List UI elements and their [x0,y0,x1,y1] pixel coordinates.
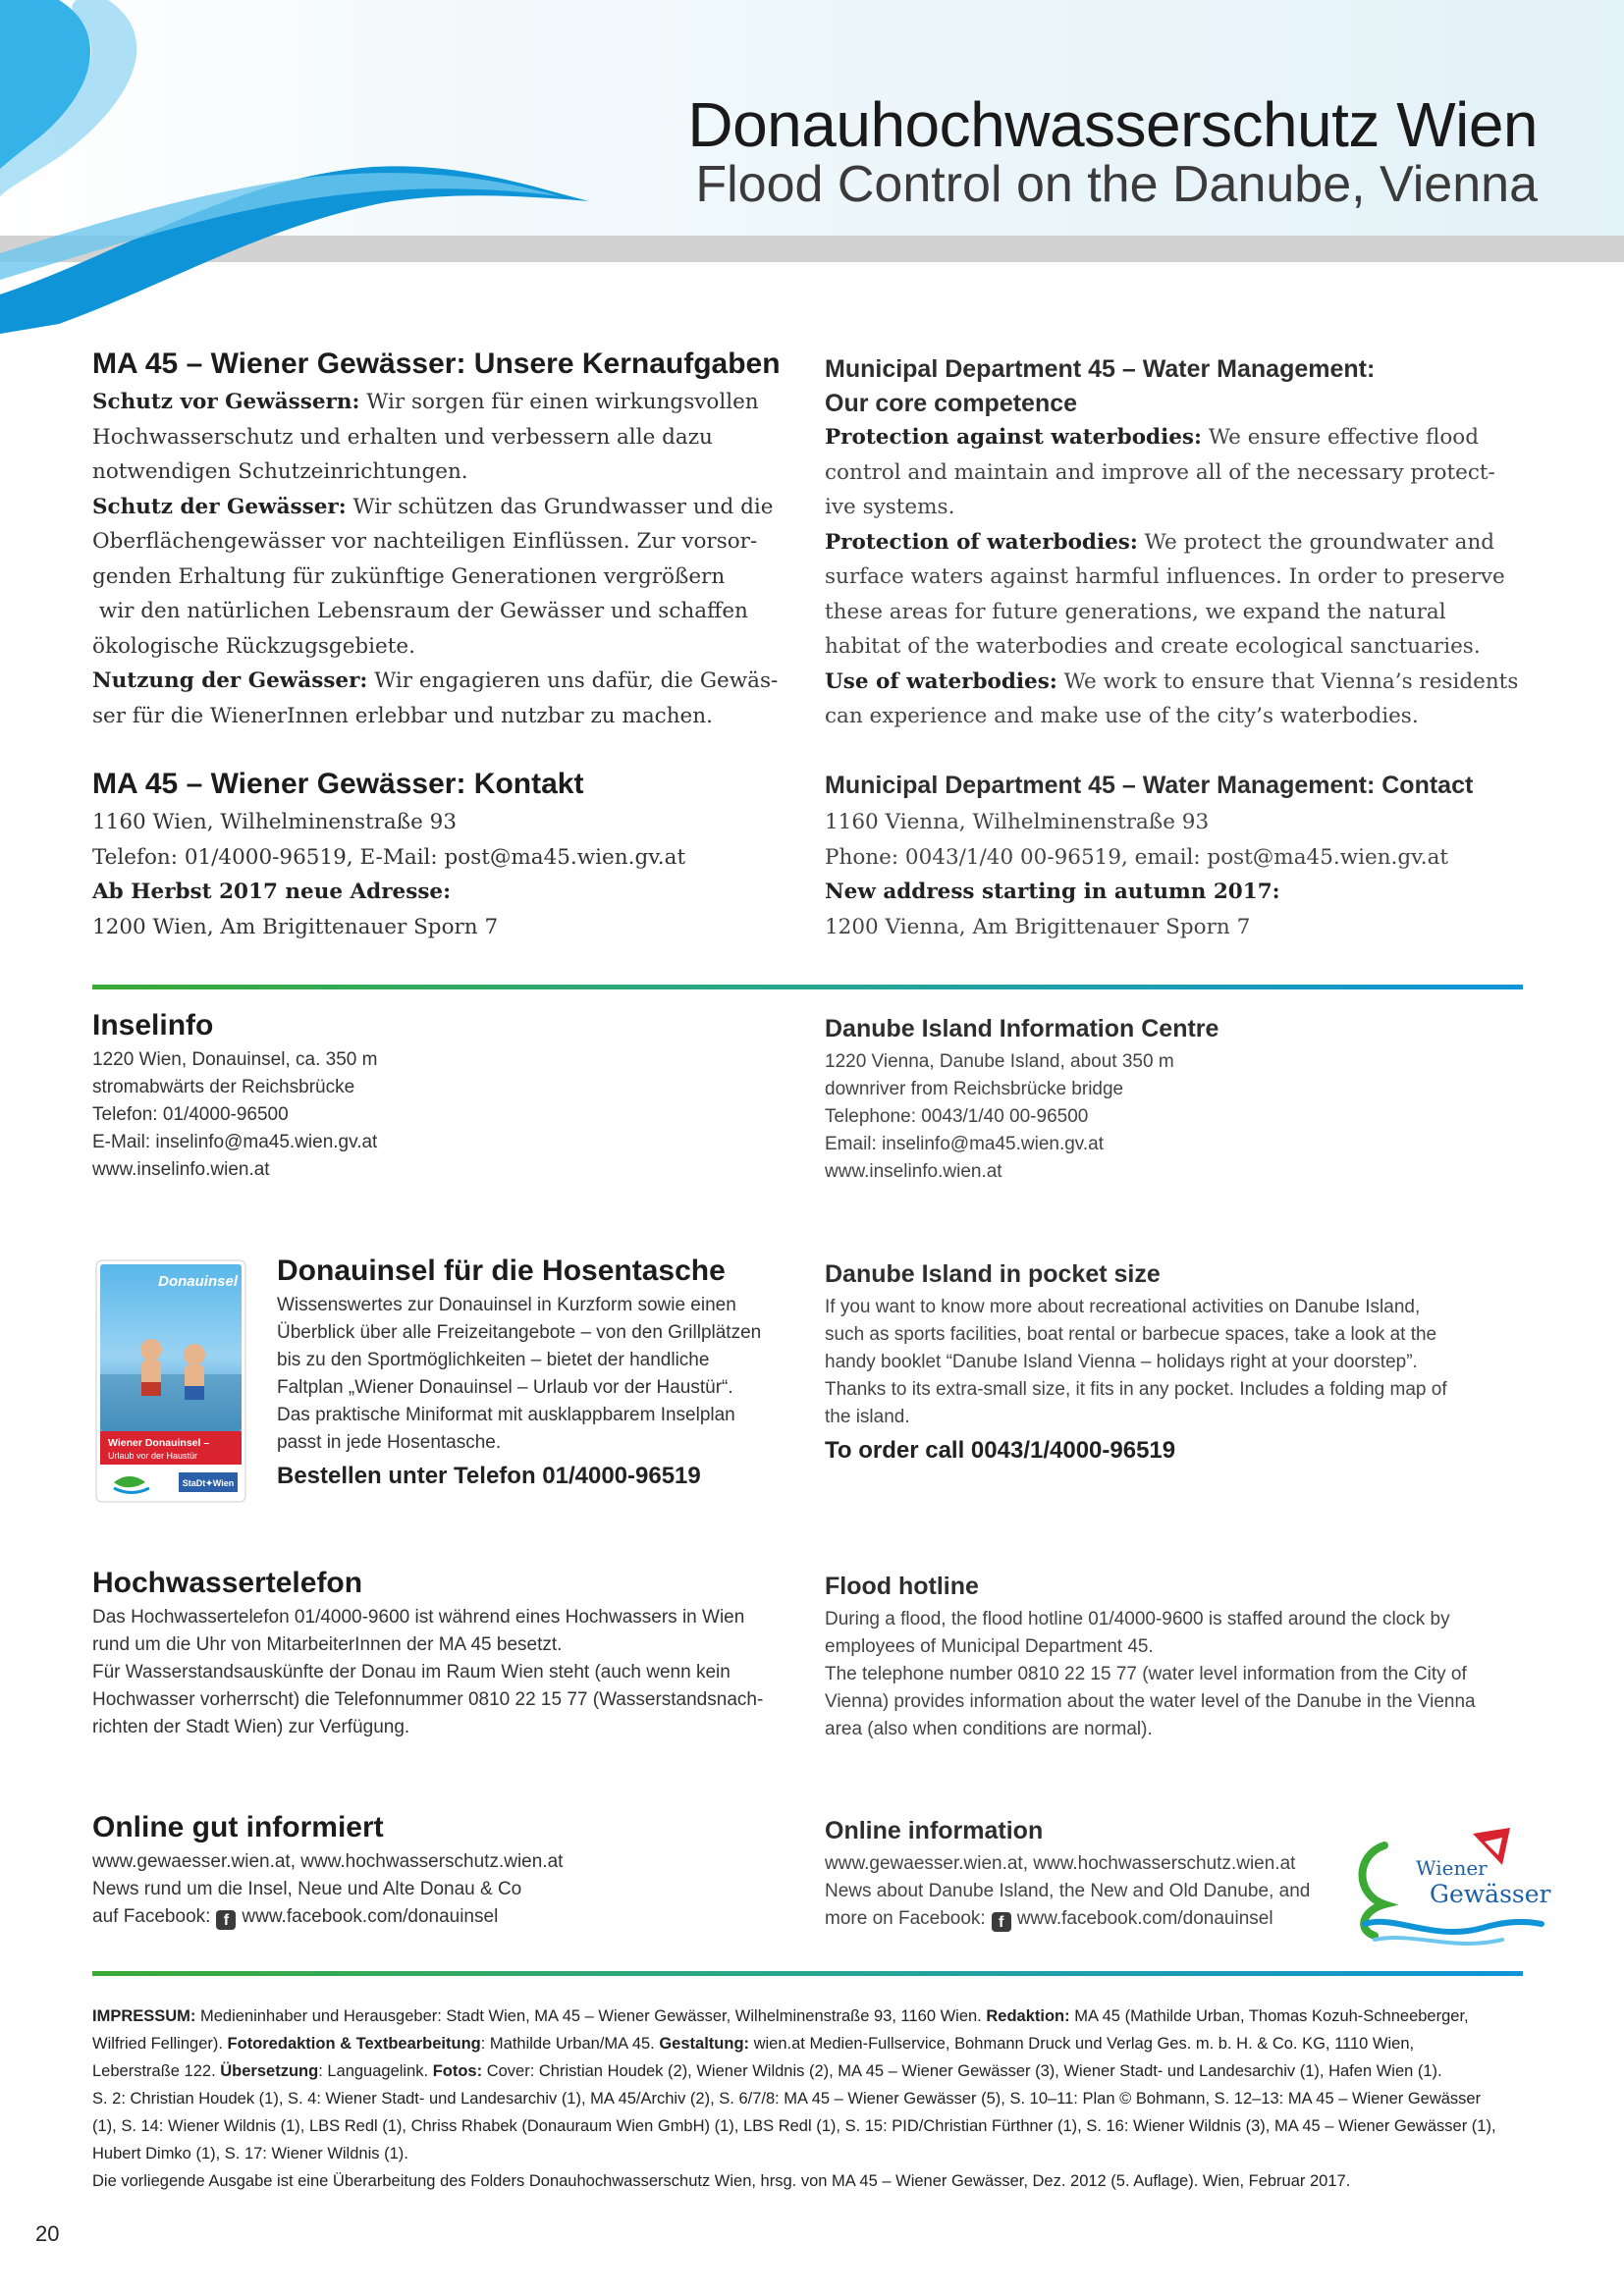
booklet-brand-label: Donauinsel [158,1273,238,1290]
inselinfo-en [825,1011,1532,1186]
inselinfo-de-line: 1220 Wien, Donauinsel, ca. 350 m [92,1049,378,1070]
impressum-line [92,2030,1526,2057]
logo-word-wiener: Wiener [1416,1856,1488,1880]
inselinfo-en-heading: Danube Island Information Centre [825,1015,1219,1042]
contact-en-new-address-label: New address starting in autumn 2017: [825,880,1280,904]
impressum-label: IMPRESSUM: [92,2007,196,2025]
inselinfo-de [92,1007,799,1184]
hotline-de-line: Das Hochwassertelefon 01/4000-9600 ist während eines Hochwassers in Wien [92,1607,745,1628]
tasks-en-p1-line: We ensure effective flood [1201,425,1479,450]
impressum-line [92,2002,1526,2030]
pocket-de [277,1253,807,1490]
online-en [825,1813,1335,1933]
inselinfo-de-line: stromabwärts der Reichsbrücke [92,1077,355,1097]
pocket-de-line: bis zu den Sportmöglichkeiten – bietet der handliche [277,1350,710,1370]
online-de [92,1809,799,1931]
tasks-en-p1-label: Protection against waterbodies: [825,425,1202,450]
tasks-de-p3-label: Nutzung der Gewässer: [92,668,368,693]
logo-word-gewaesser: Gewässer [1430,1880,1551,1908]
hotline-de [92,1565,799,1741]
pocket-de-line: Faltplan „Wiener Donauinsel – Urlaub vor der Haustür“. [277,1377,733,1398]
pocket-en-line: handy booklet “Danube Island Vienna – holidays right at your doorstep”. [825,1352,1418,1372]
contact-de-heading: MA 45 – Wiener Gewässer: Kontakt [92,768,584,800]
hotline-en-line: The telephone number 0810 22 15 77 (water level information from the City of [825,1664,1467,1684]
contact-en-heading: Municipal Department 45 – Water Management: Contact [825,772,1474,799]
tasks-en-body [825,420,1532,734]
inselinfo-en-website[interactable]: www.inselinfo.wien.at [825,1161,1002,1182]
pocket-en-body [825,1294,1532,1431]
section-divider-top [92,985,1523,989]
inselinfo-de-heading: Inselinfo [92,1009,214,1041]
online-de-news: News rund um die Insel, Neue und Alte Donau & Co [92,1879,522,1899]
online-en-facebook-prefix: more on Facebook: [825,1908,986,1929]
tasks-de-body [92,385,799,733]
impressum-text: MA 45 (Mathilde Urban, Thomas Kozuh-Schneeberger, [1069,2007,1469,2025]
impressum-label: Gestaltung: [659,2035,750,2053]
tasks-en-p3-line: We work to ensure that Vienna’s residents [1056,668,1519,694]
hotline-de-heading: Hochwassertelefon [92,1567,363,1599]
impressum-label: Fotos: [432,2062,483,2080]
online-de-facebook-link[interactable]: www.facebook.com/donauinsel [242,1906,499,1927]
impressum [92,2002,1526,2195]
online-de-facebook-prefix: auf Facebook: [92,1906,211,1927]
impressum-line: S. 2: Christian Houdek (1), S. 4: Wiener Stadt- und Landesarchiv (1), MA 45/Archiv (2), S. 6/7/8: MA 45 – Wiener Gewässer (5), S. 10–11: Plan © Bohmann, S. 12–13: MA 45 – Wiener Gewässer [92,2090,1482,2108]
inselinfo-en-line: 1220 Vienna, Danube Island, about 350 m [825,1051,1174,1072]
tasks-de-p1-line: Wir sorgen für einen wirkungsvollen [359,390,759,414]
pocket-de-order-phone: Bestellen unter Telefon 01/4000-96519 [277,1463,701,1489]
hotline-de-body [92,1604,799,1741]
inselinfo-de-email[interactable]: E-Mail: inselinfo@ma45.wien.gv.at [92,1132,378,1152]
contact-en-new-address: 1200 Vienna, Am Brigittenauer Sporn 7 [825,914,1251,939]
contact-de-body [92,805,799,944]
pocket-en-line: Thanks to its extra-small size, it fits in any pocket. Includes a folding map of [825,1379,1447,1400]
tasks-en-p1-line: ive systems. [825,495,955,519]
inselinfo-de-website[interactable]: www.inselinfo.wien.at [92,1159,270,1180]
impressum-label: Fotoredaktion & Textbearbeitung [227,2035,481,2053]
tasks-en-p3-line: can experience and make use of the city’s waterbodies. [825,704,1419,728]
impressum-line [92,2057,1526,2085]
contact-en-address: 1160 Vienna, Wilhelminenstraße 93 [825,810,1210,834]
inselinfo-de-body [92,1046,799,1184]
tasks-en-p3-label: Use of waterbodies: [825,668,1057,694]
pocket-de-line: passt in jede Hosentasche. [277,1432,502,1453]
tasks-en [825,351,1532,734]
impressum-text: Medieninhaber und Herausgeber: Stadt Wien, MA 45 – Wiener Gewässer, Wilhelminenstraße 93, 1160 Wien. [195,2007,987,2025]
tasks-en-p2-label: Protection of waterbodies: [825,529,1138,555]
hotline-en-line: employees of Municipal Department 45. [825,1636,1154,1657]
hotline-de-line: Hochwasser vorherrscht) die Telefonnummer 0810 22 15 77 (Wasserstandsnach- [92,1689,764,1710]
online-de-heading: Online gut informiert [92,1811,384,1843]
inselinfo-en-line: Telephone: 0043/1/40 00-96500 [825,1106,1089,1127]
facebook-icon: f [992,1912,1011,1932]
wiener-gewaesser-logo [1345,1826,1561,1953]
impressum-text: Cover: Christian Houdek (2), Wiener Wildnis (2), MA 45 – Wiener Gewässer (3), Wiener Stadt- und Landesarchiv (1), Hafen Wien (1). [482,2062,1442,2080]
page-subtitle: Flood Control on the Danube, Vienna [695,156,1538,213]
facebook-icon: f [216,1910,236,1930]
hotline-de-line: rund um die Uhr von MitarbeiterInnen der MA 45 besetzt. [92,1634,563,1655]
impressum-text: Leberstraße 122. [92,2062,221,2080]
pocket-en-line: such as sports facilities, boat rental or barbecue spaces, take a look at the [825,1324,1437,1345]
contact-de [92,766,799,944]
booklet-title-line2: Urlaub vor der Haustür [108,1451,198,1461]
online-en-heading: Online information [825,1817,1044,1844]
page-title: Donauhochwasserschutz Wien [687,89,1538,160]
inselinfo-en-line: downriver from Reichsbrücke bridge [825,1079,1124,1099]
inselinfo-en-email[interactable]: Email: inselinfo@ma45.wien.gv.at [825,1134,1105,1154]
tasks-en-heading-line1: Municipal Department 45 – Water Management: [825,355,1376,383]
tasks-en-heading-line2: Our core competence [825,390,1078,417]
tasks-de-p3-line: ser für die WienerInnen erlebbar und nutzbar zu machen. [92,703,713,728]
hotline-en-body [825,1606,1532,1743]
hotline-de-line: richten der Stadt Wien) zur Verfügung. [92,1717,410,1737]
tasks-en-p2-line: habitat of the waterbodies and create ecological sanctuaries. [825,634,1481,659]
pocket-de-line: Wissenswertes zur Donauinsel in Kurzform sowie einen [277,1295,736,1315]
tasks-de-heading: MA 45 – Wiener Gewässer: Unsere Kernaufgaben [92,347,781,380]
impressum-label: Redaktion: [986,2007,1070,2025]
pocket-de-body [277,1292,807,1457]
booklet-city-logo: StaDt✦Wien [182,1478,235,1488]
impressum-label: Übersetzung [220,2062,319,2080]
tasks-de-p3-line: Wir engagieren uns dafür, die Gewäs- [367,668,779,693]
tasks-en-p2-line: surface waters against harmful influences. In order to preserve [825,564,1505,589]
hotline-en-heading: Flood hotline [825,1573,979,1600]
impressum-text: Wilfried Fellinger). [92,2035,228,2053]
booklet-cover-image [92,1256,249,1506]
impressum-text: : Languagelink. [318,2062,433,2080]
impressum-text: wien.at Medien-Fullservice, Bohmann Druck und Verlag Ges. m. b. H. & Co. KG, 1110 Wien, [749,2035,1415,2053]
contact-de-new-address-label: Ab Herbst 2017 neue Adresse: [92,880,452,904]
pocket-en-line: the island. [825,1407,910,1427]
hotline-en-line: Vienna) provides information about the water level of the Danube in the Vienna [825,1691,1476,1712]
pocket-de-line: Überblick über alle Freizeitangebote – von den Grillplätzen [277,1322,762,1343]
hotline-de-line: Für Wasserstandsauskünfte der Donau im Raum Wien steht (auch wenn kein [92,1662,731,1682]
tasks-de-p2-line: ökologische Rückzugsgebiete. [92,633,415,659]
pocket-en [825,1256,1532,1465]
online-en-body [825,1850,1335,1933]
online-de-body [92,1848,799,1931]
impressum-text: : Mathilde Urban/MA 45. [480,2035,660,2053]
contact-en [825,768,1532,944]
online-en-facebook-link[interactable]: www.facebook.com/donauinsel [1016,1908,1273,1929]
tasks-en-p2-line: these areas for future generations, we expand the natural [825,599,1446,624]
tasks-de-p1-label: Schutz vor Gewässern: [92,390,360,414]
booklet-title-line1: Wiener Donauinsel – [108,1437,210,1449]
inselinfo-en-body [825,1048,1532,1186]
contact-en-phone-email: Phone: 0043/1/40 00-96519, email: post@ma45.wien.gv.at [825,844,1449,870]
impressum-line: Hubert Dimko (1), S. 17: Wiener Wildnis (1). [92,2145,408,2163]
impressum-line: (1), S. 14: Wiener Wildnis (1), LBS Redl (1), Chriss Rhabek (Donauraum Wien GmbH) (1), LBS Redl (1), S. 15: PID/Christian Fürthner (1), S. 16: Wiener Wildnis (3), MA 45 – Wiener Gewässer (1), [92,2117,1496,2135]
contact-en-body [825,805,1532,944]
tasks-de-p2-line: wir den natürlichen Lebensraum der Gewässer und schaffen [92,599,748,623]
tasks-en-p1-line: control and maintain and improve all of the necessary protect- [825,459,1495,485]
tasks-de-p1-line: Hochwasserschutz und erhalten und verbessern alle dazu [92,424,713,450]
section-divider-bottom [92,1971,1523,1976]
page-number: 20 [35,2221,60,2246]
pocket-en-heading: Danube Island in pocket size [825,1260,1161,1288]
inselinfo-de-line: Telefon: 01/4000-96500 [92,1104,289,1125]
hotline-en-line: During a flood, the flood hotline 01/4000-9600 is staffed around the clock by [825,1609,1450,1629]
online-de-websites[interactable]: www.gewaesser.wien.at, www.hochwasserschutz.wien.at [92,1851,564,1872]
tasks-de-p2-line: genden Erhaltung für zukünftige Generationen vergrößern [92,563,726,589]
pocket-de-line: Das praktische Miniformat mit ausklappbarem Inselplan [277,1405,735,1425]
contact-de-address: 1160 Wien, Wilhelminenstraße 93 [92,810,458,834]
tasks-de [92,346,799,733]
wave-decoration [0,0,687,334]
contact-de-phone-email: Telefon: 01/4000-96519, E-Mail: post@ma45.wien.gv.at [92,844,686,870]
hotline-en [825,1569,1532,1743]
pocket-en-order-phone: To order call 0043/1/4000-96519 [825,1437,1176,1464]
impressum-line: Die vorliegende Ausgabe ist eine Überarbeitung des Folders Donauhochwasserschutz Wien, hrsg. von MA 45 – Wiener Gewässer, Dez. 2012 (5. Auflage). Wien, Februar 2017. [92,2172,1351,2190]
online-en-news: News about Danube Island, the New and Old Danube, and [825,1881,1311,1901]
tasks-de-p2-label: Schutz der Gewässer: [92,494,347,519]
pocket-en-line: If you want to know more about recreational activities on Danube Island, [825,1297,1421,1317]
tasks-en-p2-line: We protect the groundwater and [1137,529,1495,555]
pocket-de-heading: Donauinsel für die Hosentasche [277,1255,726,1287]
tasks-de-p2-line: Wir schützen das Grundwasser und die [346,494,774,519]
contact-de-new-address: 1200 Wien, Am Brigittenauer Sporn 7 [92,914,499,939]
hotline-en-line: area (also when conditions are normal). [825,1719,1153,1739]
tasks-de-p2-line: Oberflächengewässer vor nachteiligen Einflüssen. Zur vorsor- [92,529,758,554]
tasks-de-p1-line: notwendigen Schutzeinrichtungen. [92,459,468,484]
online-en-websites[interactable]: www.gewaesser.wien.at, www.hochwasserschutz.wien.at [825,1853,1296,1874]
